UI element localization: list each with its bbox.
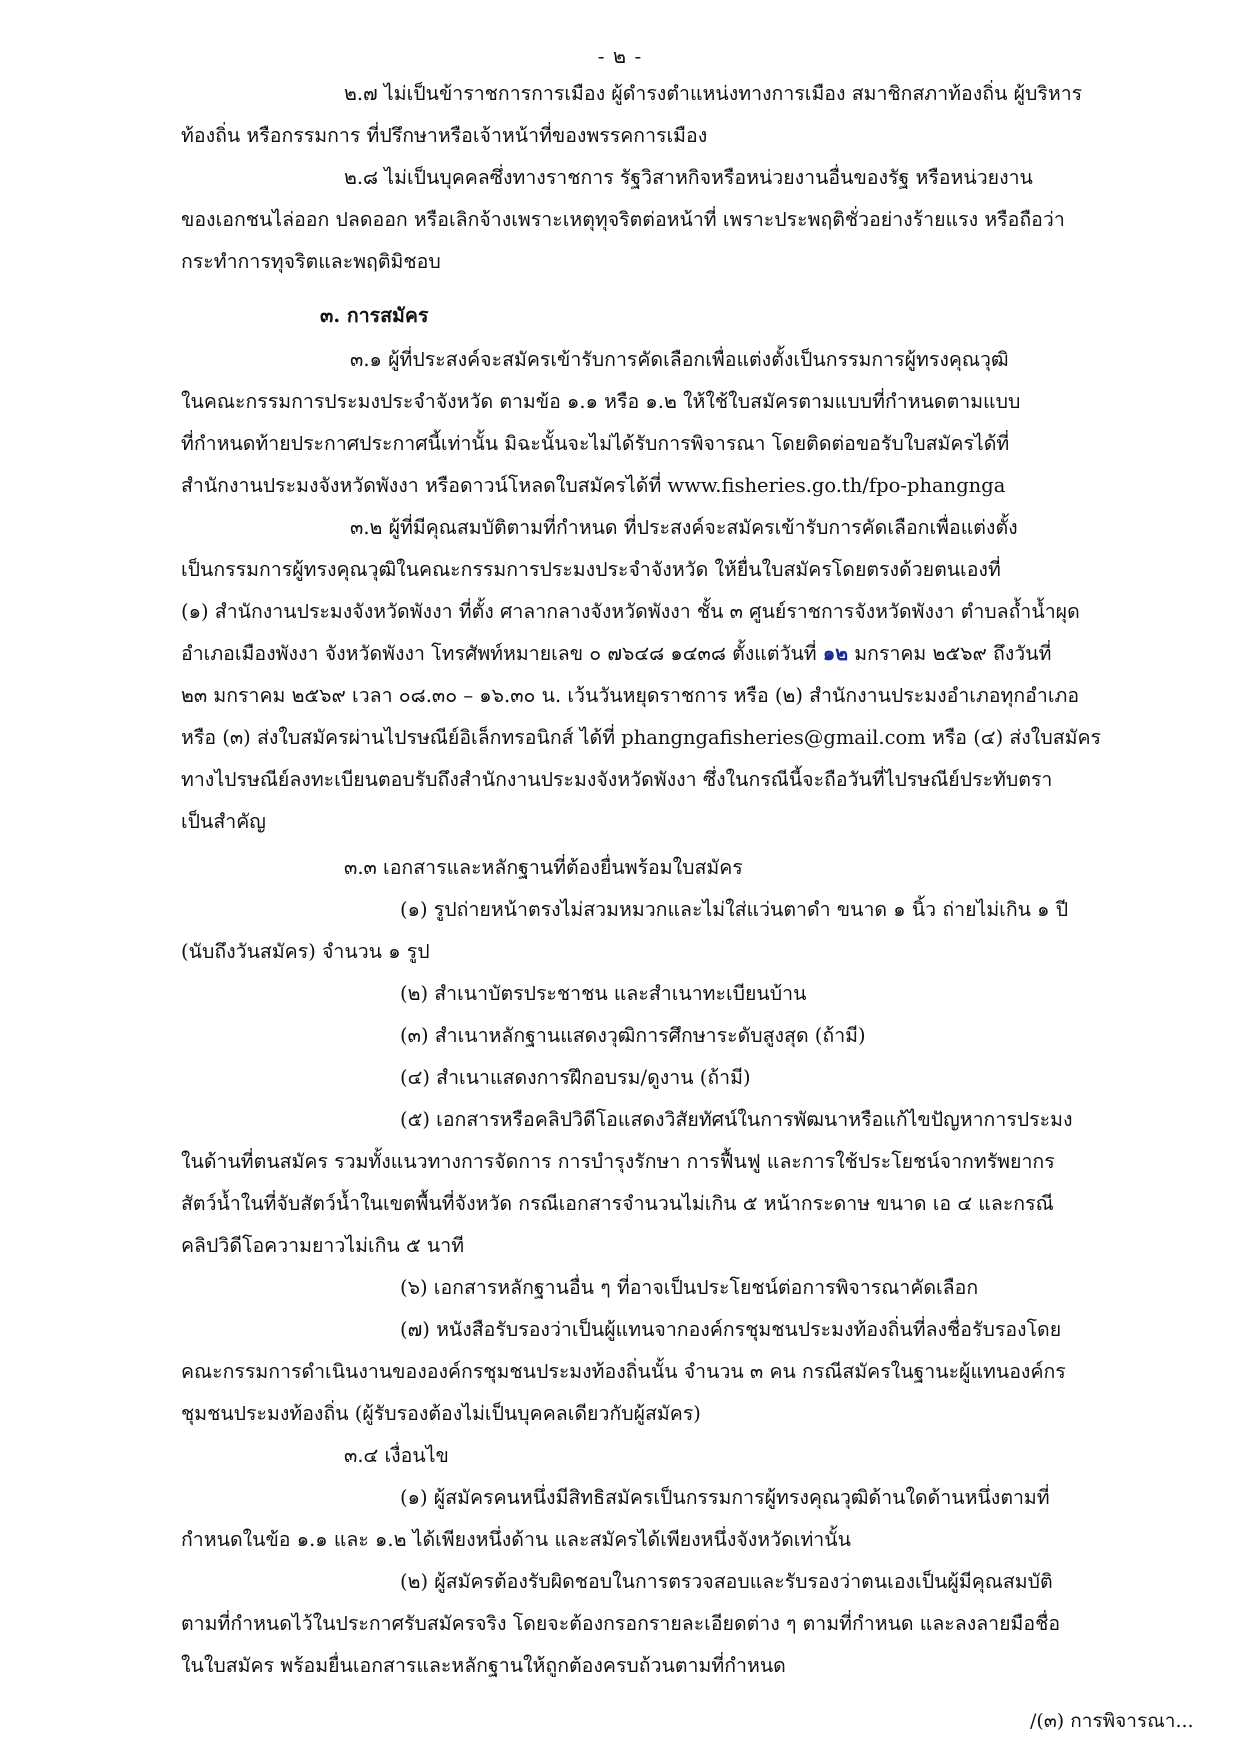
list-item: (๕) เอกสารหรือคลิปวิดีโอแสดงวิสัยทัศน์ในการพัฒนาหรือแก้ไขปัญหาการประมง: [400, 1108, 1073, 1131]
text-line: ในด้านที่ตนสมัคร รวมทั้งแนวทางการจัดการ การบำรุงรักษา การฟื้นฟู และการใช้ประโยชน์จากทรัพยากร: [181, 1150, 1055, 1173]
text-line: (นับถึงวันสมัคร) จำนวน ๑ รูป: [181, 940, 430, 963]
text-line: ท้องถิ่น หรือกรรมการ ที่ปรึกษาหรือเจ้าหน้าที่ของพรรคการเมือง: [181, 124, 708, 147]
text-line: สำนักงานประมงจังหวัดพังงา หรือดาวน์โหลดใบสมัครได้ที่ www.fisheries.go.th/fpo-phangnga: [181, 474, 1006, 497]
date-line-start: อำเภอเมืองพังงา จังหวัดพังงา โทรศัพท์หมายเลข ๐ ๗๖๔๘ ๑๔๓๘ ตั้งแต่วันที่: [181, 642, 823, 665]
text-line: ๒๓ มกราคม ๒๕๖๙ เวลา ๐๘.๓๐ – ๑๖.๓๐ น. เว้นวันหยุดราชการ หรือ (๒) สำนักงานประมงอำเภอทุกอำเภอ: [181, 684, 1080, 707]
text-line: (๑) สำนักงานประมงจังหวัดพังงา ที่ตั้ง ศาลากลางจังหวัดพังงา ชั้น ๓ ศูนย์ราชการจังหวัดพังงา ตำบลถ้ำน้ำผุด: [181, 600, 1080, 623]
list-item: (๗) หนังสือรับรองว่าเป็นผู้แทนจากองค์กรชุมชนประมงท้องถิ่นที่ลงชื่อรับรองโดย: [400, 1318, 1062, 1341]
text-line: ที่กำหนดท้ายประกาศประกาศนี้เท่านั้น มิฉะนั้นจะไม่ได้รับการพิจารณา โดยติดต่อขอรับใบสมัครได้ที่: [181, 432, 1010, 455]
continuation-footer: /(๓) การพิจารณา...: [1030, 1710, 1194, 1732]
date-line: [181, 639, 1051, 669]
text-line: เป็นสำคัญ: [181, 810, 266, 833]
text-line: ทางไปรษณีย์ลงทะเบียนตอบรับถึงสำนักงานประมงจังหวัดพังงา ซึ่งในกรณีนี้จะถือวันที่ไปรษณีย์ประทับตรา: [181, 768, 1053, 791]
section-heading: ๓. การสมัคร: [320, 304, 429, 327]
subsection-heading: ๓.๓ เอกสารและหลักฐานที่ต้องยื่นพร้อมใบสมัคร: [344, 856, 743, 879]
text-line: กำหนดในข้อ ๑.๑ และ ๑.๒ ได้เพียงหนึ่งด้าน และสมัครได้เพียงหนึ่งจังหวัดเท่านั้น: [181, 1528, 851, 1551]
text-line: ในคณะกรรมการประมงประจำจังหวัด ตามข้อ ๑.๑ หรือ ๑.๒ ให้ใช้ใบสมัครตามแบบที่กำหนดตามแบบ: [181, 390, 1021, 413]
handwritten-day: ๑๒: [822, 642, 849, 665]
text-line: ๓.๑ ผู้ที่ประสงค์จะสมัครเข้ารับการคัดเลือกเพื่อแต่งตั้งเป็นกรรมการผู้ทรงคุณวุฒิ: [350, 348, 1009, 371]
list-item: (๓) สำเนาหลักฐานแสดงวุฒิการศึกษาระดับสูงสุด (ถ้ามี): [400, 1024, 866, 1047]
list-item: (๒) ผู้สมัครต้องรับผิดชอบในการตรวจสอบและรับรองว่าตนเองเป็นผู้มีคุณสมบัติ: [400, 1570, 1053, 1593]
text-line: หรือ (๓) ส่งใบสมัครผ่านไปรษณีย์อิเล็กทรอนิกส์ ได้ที่ phangngafisheries@gmail.com หรือ (๔) ส่งใบสมัคร: [181, 726, 1101, 749]
text-line: คลิปวิดีโอความยาวไม่เกิน ๕ นาที: [181, 1234, 465, 1257]
list-item: (๑) รูปถ่ายหน้าตรงไม่สวมหมวกและไม่ใส่แว่นตาดำ ขนาด ๑ นิ้ว ถ่ายไม่เกิน ๑ ปี: [400, 898, 1069, 921]
text-line: ในใบสมัคร พร้อมยื่นเอกสารและหลักฐานให้ถูกต้องครบถ้วนตามที่กำหนด: [181, 1654, 786, 1677]
text-line: สัตว์น้ำในที่จับสัตว์น้ำในเขตพื้นที่จังหวัด กรณีเอกสารจำนวนไม่เกิน ๕ หน้ากระดาษ ขนาด เอ ๔ และกรณี: [181, 1192, 1054, 1215]
list-item: (๒) สำเนาบัตรประชาชน และสำเนาทะเบียนบ้าน: [400, 982, 807, 1005]
text-line: ชุมชนประมงท้องถิ่น (ผู้รับรองต้องไม่เป็นบุคคลเดียวกับผู้สมัคร): [181, 1402, 701, 1425]
subsection-heading: ๓.๔ เงื่อนไข: [344, 1444, 449, 1467]
text-line: ๓.๒ ผู้ที่มีคุณสมบัติตามที่กำหนด ที่ประสงค์จะสมัครเข้ารับการคัดเลือกเพื่อแต่งตั้ง: [350, 516, 1018, 539]
list-item: (๑) ผู้สมัครคนหนึ่งมีสิทธิสมัครเป็นกรรมการผู้ทรงคุณวุฒิด้านใดด้านหนึ่งตามที่: [400, 1486, 1050, 1509]
text-line: คณะกรรมการดำเนินงานขององค์กรชุมชนประมงท้องถิ่นนั้น จำนวน ๓ คน กรณีสมัครในฐานะผู้แทนองค์กร: [181, 1360, 1066, 1383]
list-item: (๔) สำเนาแสดงการฝึกอบรม/ดูงาน (ถ้ามี): [400, 1066, 751, 1089]
text-line: ตามที่กำหนดไว้ในประกาศรับสมัครจริง โดยจะต้องกรอกรายละเอียดต่าง ๆ ตามที่กำหนด และลงลายมือชื่อ: [181, 1612, 1061, 1635]
text-line: ๒.๘ ไม่เป็นบุคคลซึ่งทางราชการ รัฐวิสาหกิจหรือหน่วยงานอื่นของรัฐ หรือหน่วยงาน: [344, 166, 1033, 189]
text-line: ของเอกชนไล่ออก ปลดออก หรือเลิกจ้างเพราะเหตุทุจริตต่อหน้าที่ เพราะประพฤติชั่วอย่างร้ายแรง หรือถือว่า: [181, 208, 1065, 231]
date-line-end: มกราคม ๒๕๖๙ ถึงวันที่: [848, 642, 1052, 665]
text-line: เป็นกรรมการผู้ทรงคุณวุฒิในคณะกรรมการประมงประจำจังหวัด ให้ยื่นใบสมัครโดยตรงด้วยตนเองที่: [181, 558, 1001, 581]
text-line: กระทำการทุจริตและพฤติมิชอบ: [181, 250, 441, 273]
list-item: (๖) เอกสารหลักฐานอื่น ๆ ที่อาจเป็นประโยชน์ต่อการพิจารณาคัดเลือก: [400, 1276, 979, 1299]
text-line: ๒.๗ ไม่เป็นข้าราชการการเมือง ผู้ดำรงตำแหน่งทางการเมือง สมาชิกสภาท้องถิ่น ผู้บริหาร: [344, 82, 1083, 105]
page-number: - ๒ -: [597, 44, 643, 68]
